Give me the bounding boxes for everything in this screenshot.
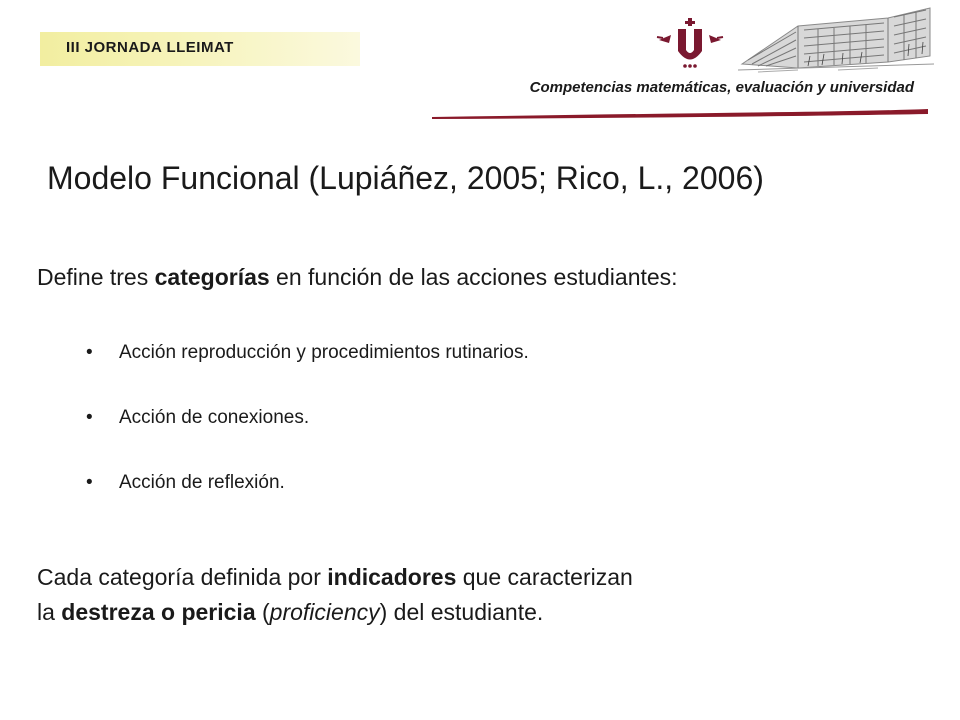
closing-line1-end: que caracterizan bbox=[456, 564, 633, 590]
closing-keyword-proficiency: destreza o pericia bbox=[61, 599, 256, 625]
list-item bbox=[86, 472, 529, 537]
list-item-text: Acción reproducción y procedimientos rutinarios. bbox=[119, 342, 529, 363]
list-item bbox=[86, 407, 529, 472]
closing-paren-open: ( bbox=[255, 599, 270, 625]
closing-line2-end: ) del estudiante. bbox=[379, 599, 544, 625]
list-item-text: Acción de conexiones. bbox=[119, 407, 310, 428]
bullet-icon: • bbox=[86, 342, 93, 363]
header-divider bbox=[432, 108, 928, 122]
list-item-text: Acción de reflexión. bbox=[119, 472, 285, 493]
closing-keyword-indicators: indicadores bbox=[327, 564, 457, 590]
intro-text-start: Define tres bbox=[37, 264, 155, 290]
building-sketch-image bbox=[738, 4, 934, 76]
list-item bbox=[86, 342, 529, 407]
slide-title: Modelo Funcional (Lupiáñez, 2005; Rico, L., 2006) bbox=[47, 160, 764, 196]
intro-text bbox=[37, 264, 678, 291]
intro-text-end: en función de las acciones estudiantes: bbox=[269, 264, 678, 290]
closing-line1-start: Cada categoría definida por bbox=[37, 564, 328, 590]
event-name: III JORNADA LLEIMAT bbox=[66, 39, 234, 56]
bullet-icon: • bbox=[86, 407, 93, 428]
intro-keyword: categorías bbox=[154, 264, 270, 290]
closing-line2-start: la bbox=[37, 599, 62, 625]
university-logo-icon bbox=[655, 16, 725, 70]
closing-text bbox=[37, 560, 633, 630]
bullet-icon: • bbox=[86, 472, 93, 493]
header-subtitle: Competencias matemáticas, evaluación y universidad bbox=[529, 79, 914, 96]
closing-english-term: proficiency bbox=[269, 599, 380, 625]
header-badge bbox=[40, 32, 360, 66]
category-list bbox=[86, 342, 529, 537]
